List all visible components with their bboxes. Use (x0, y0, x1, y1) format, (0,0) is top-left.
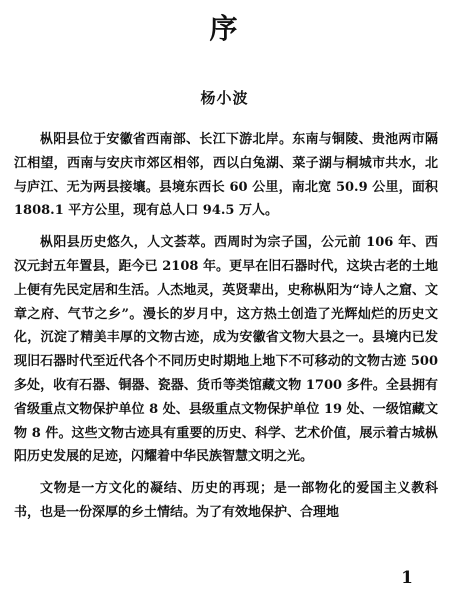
paragraph-cultural-relics: 文物是一方文化的凝结、历史的再现；是一部物化的爱国主义教科书，也是一份深厚的乡土情结。为了有效地保护、合理地 (14, 481, 438, 520)
paragraph-history: 枞阳县历史悠久，人文荟萃。西周时为宗子国，公元前 106 年、西汉元封五年置县，距今已 2108 年。更早在旧石器时代，这块古老的土地上便有先民定居和生活。人杰地灵，英贤辈出，史称枞阳为“诗人之窟、文章之府、气节之乡”。漫长的岁月中，这方热土创造了光辉灿烂的历史文化，沉淀了精美丰厚的文物古迹，成为安徽省文物大县之一。县境内已发现旧石器时代至近代各个不同历史时期地上地下不可移动的文物古迹 500 多处，收有石器、铜器、瓷器、货币等类馆藏文物 1700 多件。全县拥有省级重点文物保护单位 8 处、县级重点文物保护单位 19 处、一级馆藏文物 8 件。这些文物古迹具有重要的历史、科学、艺术价值，展示着古城枞阳历史发展的足迹，闪耀着中华民族智慧文明之光。 (14, 235, 438, 465)
preface-body (14, 128, 438, 533)
page-title: 序 (209, 12, 240, 45)
page-number: 1 (401, 568, 413, 588)
author-name: 杨小波 (200, 89, 249, 107)
paragraph-location: 枞阳县位于安徽省西南部、长江下游北岸。东南与铜陵、贵池两市隔江相望，西南与安庆市郊区相邻，西以白兔湖、菜子湖与桐城市共水，北与庐江、无为两县接壤。县境东西长 60 公里，南北宽 50.9 公里，面积 1808.1 平方公里，现有总人口 94.5 万人。 (14, 132, 438, 219)
